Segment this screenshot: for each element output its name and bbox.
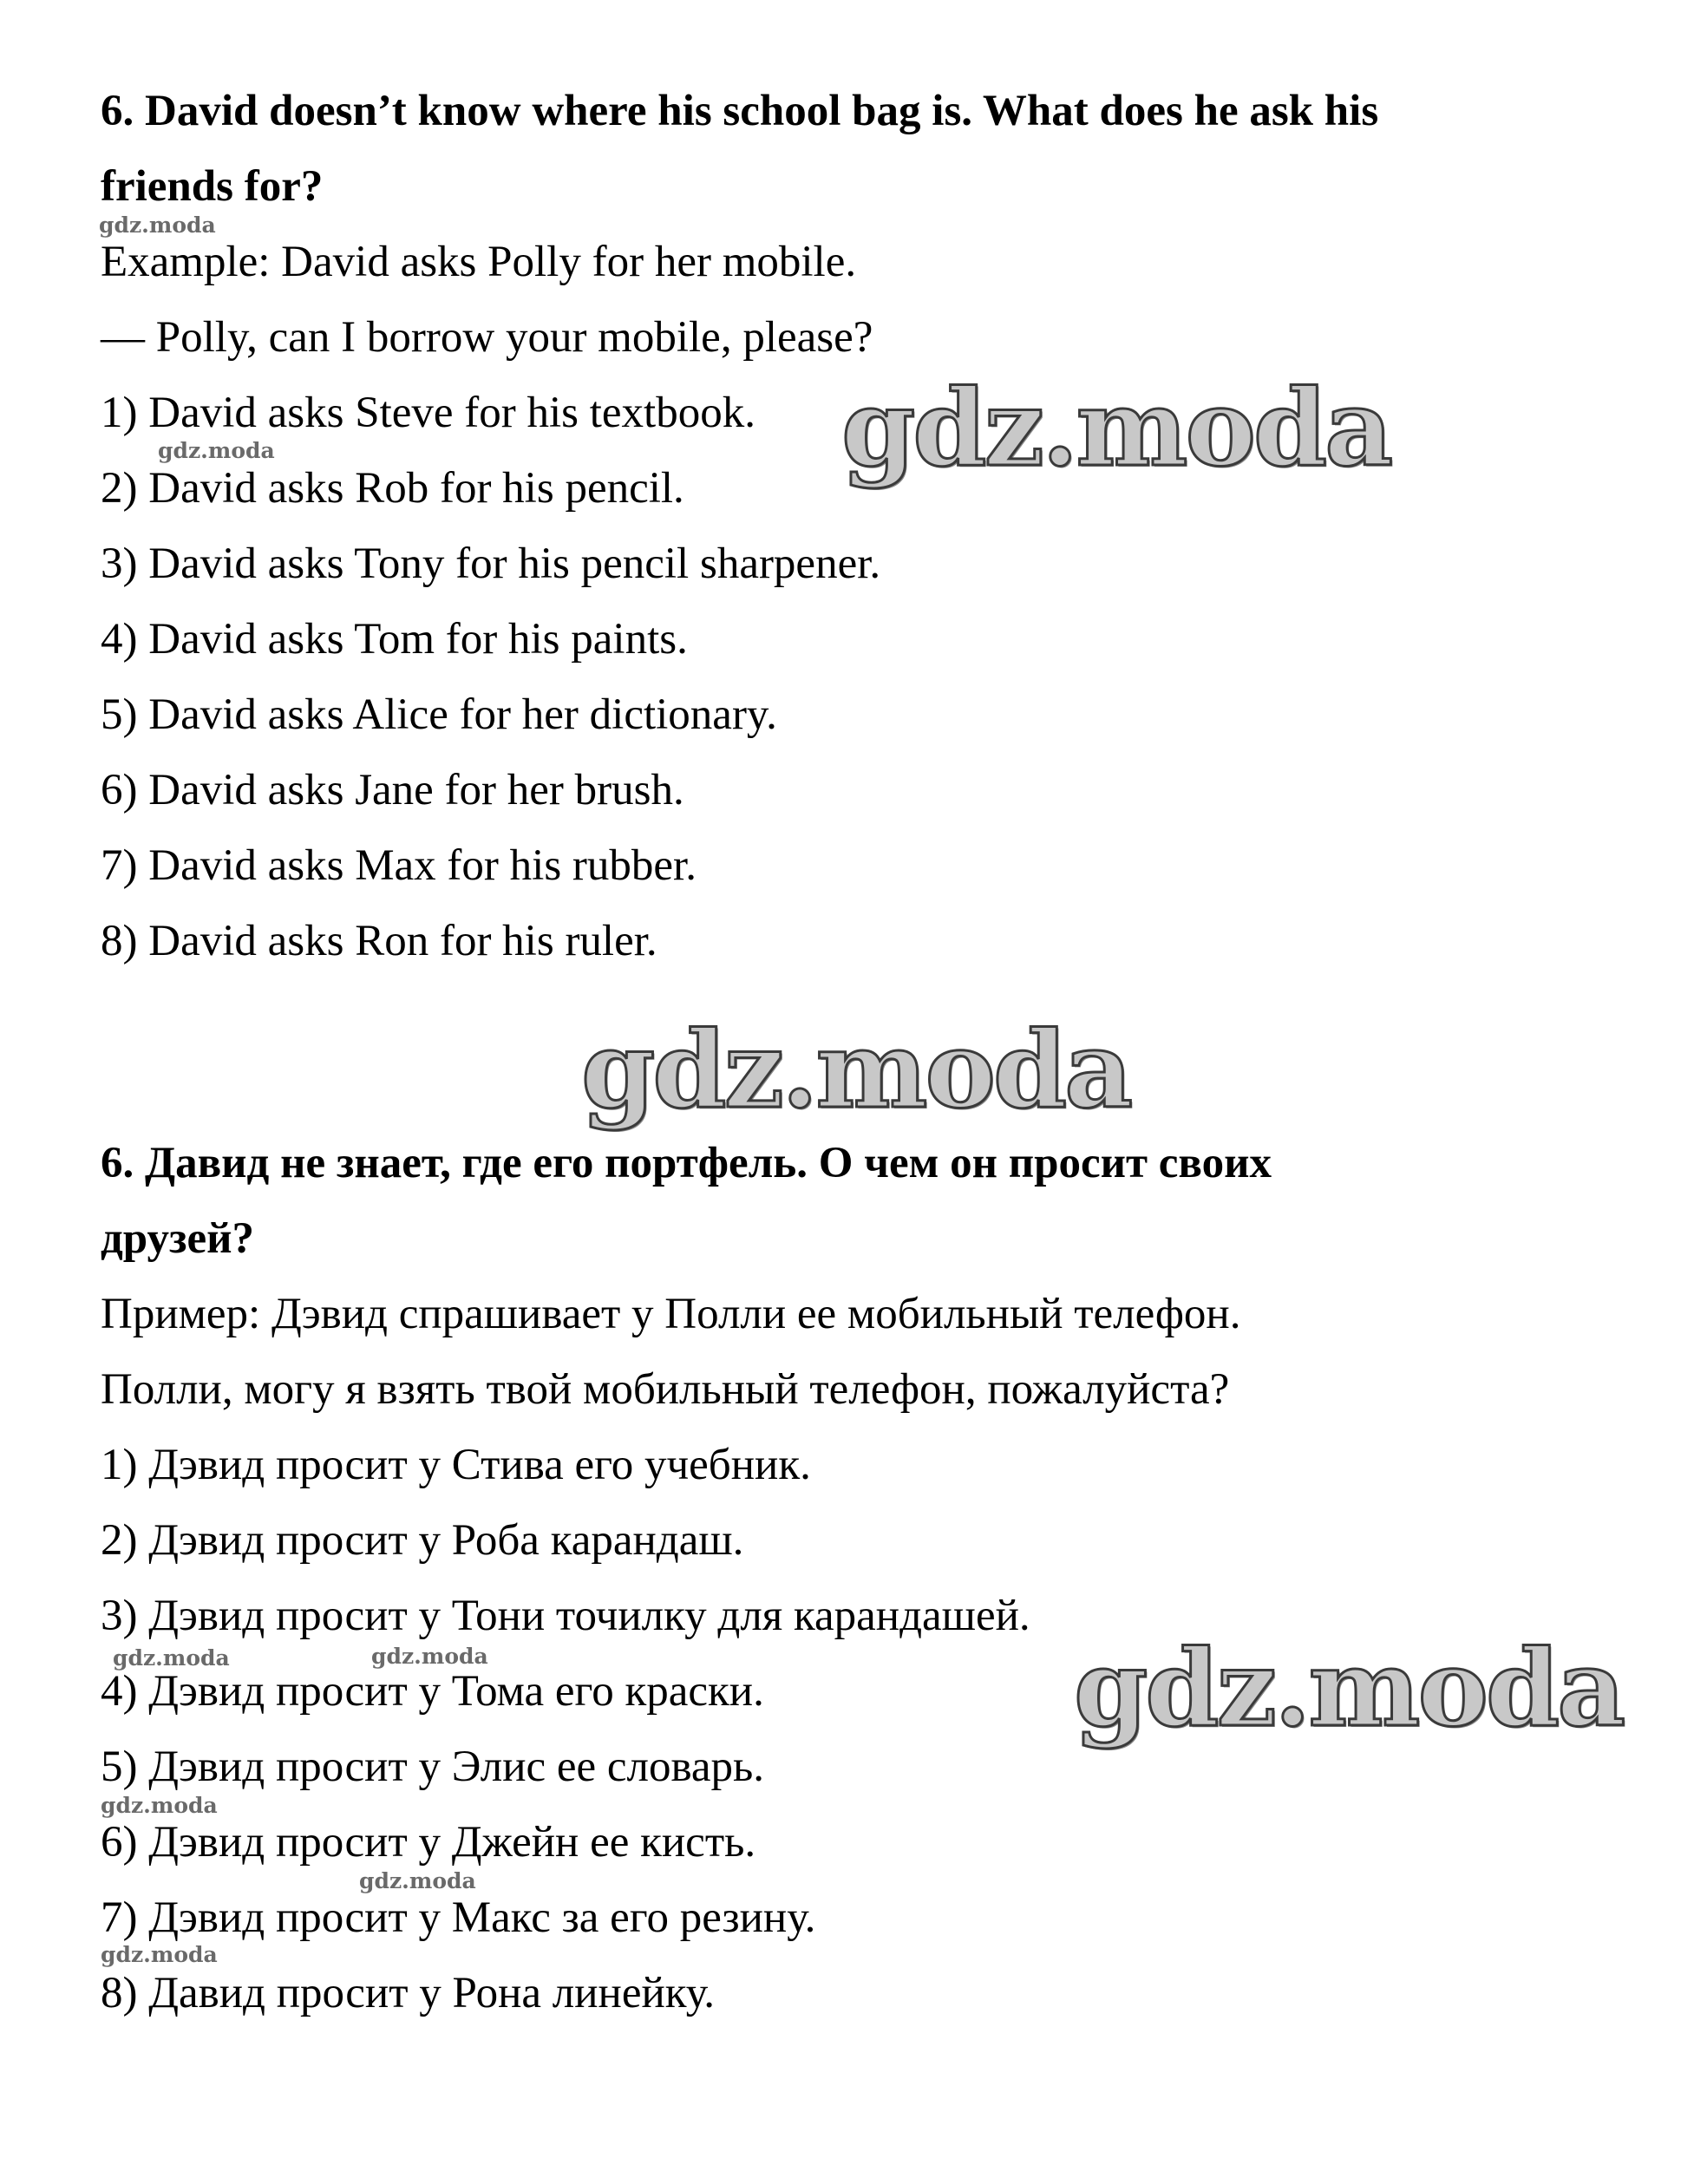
english-example: Example: David asks Polly for her mobile.: [101, 238, 857, 286]
russian-item-2: 2) Дэвид просит у Роба карандаш.: [101, 1516, 744, 1565]
english-item-2: 2) David asks Rob for his pencil.: [101, 464, 684, 513]
watermark-small: gdz.moda: [113, 1645, 230, 1671]
english-item-3: 3) David asks Tony for his pencil sharpener.: [101, 539, 881, 588]
watermark-small: gdz.moda: [99, 213, 216, 238]
english-item-7: 7) David asks Max for his rubber.: [101, 841, 697, 890]
english-example-reply: — Polly, can I borrow your mobile, please?: [101, 313, 873, 362]
russian-item-8: 8) Давид просит у Рона линейку.: [101, 1969, 715, 2017]
watermark-small: gdz.moda: [101, 1942, 218, 1967]
english-item-1: 1) David asks Steve for his textbook.: [101, 389, 755, 437]
english-heading-line-1: 6. David doesn’t know where his school bag is. What does he ask his: [101, 87, 1379, 135]
english-heading-line-2: friends for?: [101, 162, 324, 211]
english-item-6: 6) David asks Jane for her brush.: [101, 766, 684, 814]
russian-item-6: 6) Дэвид просит у Джейн ее кисть.: [101, 1818, 756, 1867]
watermark-small: gdz.moda: [359, 1868, 476, 1893]
watermark-small: gdz.moda: [101, 1793, 218, 1818]
russian-example-reply: Полли, могу я взять твой мобильный телефон, пожалуйста?: [101, 1365, 1230, 1414]
russian-item-3: 3) Дэвид просит у Тони точилку для карандашей.: [101, 1592, 1030, 1640]
watermark-large: gdz.moda: [581, 1007, 1131, 1132]
watermark-small: gdz.moda: [371, 1644, 488, 1669]
russian-item-1: 1) Дэвид просит у Стива его учебник.: [101, 1441, 811, 1489]
russian-example: Пример: Дэвид спрашивает у Полли ее мобильный телефон.: [101, 1290, 1241, 1338]
watermark-large: gdz.moda: [841, 365, 1391, 490]
russian-item-5: 5) Дэвид просит у Элис ее словарь.: [101, 1743, 765, 1791]
english-item-5: 5) David asks Alice for her dictionary.: [101, 690, 777, 739]
english-item-8: 8) David asks Ron for his ruler.: [101, 917, 657, 965]
english-item-4: 4) David asks Tom for his paints.: [101, 615, 688, 664]
russian-heading-line-2: друзей?: [101, 1214, 255, 1263]
watermark-large: gdz.moda: [1074, 1625, 1624, 1750]
watermark-small: gdz.moda: [158, 438, 275, 463]
russian-item-7: 7) Дэвид просит у Макс за его резину.: [101, 1893, 816, 1942]
russian-item-4: 4) Дэвид просит у Тома его краски.: [101, 1667, 764, 1716]
russian-heading-line-1: 6. Давид не знает, где его портфель. О чем он просит своих: [101, 1139, 1272, 1187]
